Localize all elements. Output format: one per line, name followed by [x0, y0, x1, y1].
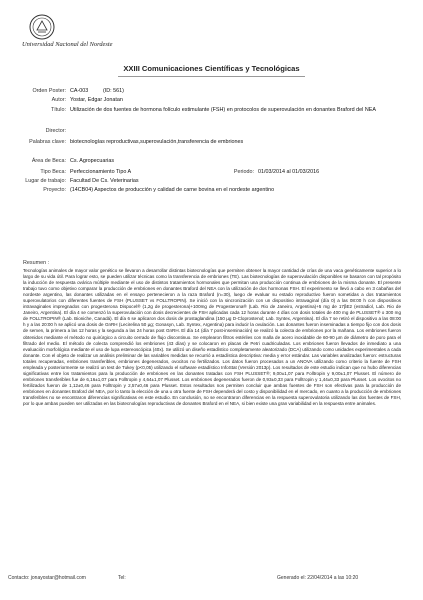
periodo-value: 01/03/2014 al 01/03/2016 [258, 169, 320, 175]
titulo-label: Título: [51, 107, 66, 113]
tipo-beca-label: Tipo Beca: [40, 169, 66, 175]
area-beca-label: Área de Beca: [31, 158, 66, 164]
resumen-text: Tecnologías animales de mayor valor genético se llevaron a desarrollar distintas biotecnologías que permiten obtener la mayor cantidad de crías de una vaca genéticamente superior a lo largo de su vida útil. Para lograr esto, se pueden utilizar técnicas como la transferencia de embriones (TE). Las biotecnologías de superovulación disponibles se basaron con tal propósito la inducción de respuesta ovárica múltiple mediante el uso de distintos tratamientos hormonales que permitan una producción continua de embriones de la misma donante. El presente trabajo tuvo como objetivo comparar la producción de embriones en donantes Braford del NEA con la utilización de dos hormonas FSH. El experimento se llevó a cabo en 3 cabañas del nordeste argentino, las donantes utilizadas en el ensayo pertenecieron a la raza Braford (n=30), luego de evaluar su estado reproductivo fueron sometidas a dos tratamientos superovulatorios con diferentes fuentes de FSH (PLUSSET vs FOLLTROPIN). Se inició con la sincronización con un dispositivo intravaginal (día 0) a las 08:00 h con dispositivos intravaginales impregnados con progesterona Dispocel® (1,2g de progesterona)+100mg de Progesterona® (Lab. Rio de Janeiro, Argentina)+5 mg de 17βE2 (estradiol, Lab. Rio de Janeiro, Argentina). El día 4 se comenzó la superovulación con dosis decrecientes de FSH aplicadas cada 12 horas durante 4 días con dosis totales de 400 mg de PLUSSET® o 300 mg de FOLLTROPIN® (Lab. Bioniche, Canadá). El día 6 se aplicaron dos dosis de prostaglandina (150 µg D-Cloprostenol; Lab. Syntex, Argentina). El día 7 se retiró el dispositivo a las 08:00 h y a las 20:00 h se aplicó una dosis de GnRH (Lecirelina 50 µg; Gonasyn, Lab. Syntex, Argentina) para inducir la ovulación. Las donantes fueron inseminadas a tiempo fijo con dos dosis de semen, la primera a las 12 horas y la segunda a las 24 horas post GnRH. El día 14 (día 7 post-inseminación) se realizó la colecta de embriones por la mañana. Los embriones fueron obtenidos mediante el método no quirúrgico a circuito cerrado de flujo discontinuo. Se emplearon filtros estériles con malla de acero inoxidable de 60-90 µm de diámetro de poro para el filtrado del medio. El método de colecta comprendió los embriones (43 días) y se colocaron en placas de Petri cuadriculadas. Los embriones fueron llevados de inmediato a una evaluación morfológica mediante el uso de lupa estereoscópica (40x). Se utilizó un diseño estadístico completamente aleatorizado (DCA) utilizando como unidades experimentales a cada donante. Con el objeto de realizar un análisis preliminar de las variables medidas se recurrió a estadística descriptiva: media y error estándar. Las variables analizadas fueron: estructuras totales recuperadas, embriones transferibles, embriones degenerados, ovocitos no fertilizados. Los datos fueron procesados a un ANOVA utilizando como criterio la fuente de FSH empleada y posteriormente se realizó un test de Tukey (p<0,05) utilizando el software estadístico InfoStat (Versión 2013p). Los resultados de este estudio indican que no hubo diferencias significativas entre los tratamientos para la producción de embriones en las donantes tratadas con FSH PLUSSET®; 9,00±1,07 para Folltropin y 9,00±1,07 Plusset. El número de embriones transferibles fue de 6,16±1,07 para Folltropin y 4,64±1,07 Plusset. Los embriones degenerados fueron de 0,93±0,33 para Folltropin y 1,44±0,33 para Plusset. Los ovocitos no fertilizados fueron de 1,12±0,46 para Folltropin y 2,57±0,46 para Plusset. Estos resultados nos permiten concluir que ambas fuentes de FSH son efectivas para la producción de embriones en donantes Braford del NEA, por lo tanto la elección de una u otra fuente de FSH dependerá del costo y disponibilidad en el mercado, en cuanto a la producción de embriones transferibles no se encontraron diferencias significativas en este estudio. En conclusión, no se encontraron diferencias en la respuesta superovulatoria utilizando las dos fuentes de FSH, por lo que ambas pueden ser utilizadas en las biotecnologías reproductivas de donantes Braford en el NEA, si bien existe una gran variabilidad en la respuesta entre animales. [23, 268, 401, 407]
palabras-clave-value: biotecnologías reproductivas,superovulación,transferencia de embriones [70, 139, 244, 145]
orden-poster-value: CA-003 [70, 88, 89, 94]
lugar-trabajo-label: Lugar de trabajo: [25, 178, 66, 184]
proyecto-value: (14CB04) Aspectos de producción y calidad de carne bovina en el nordeste argentino [70, 187, 275, 193]
tipo-beca-value: Perfeccionamiento Tipo A [70, 169, 132, 175]
autor-label: Autor: [51, 97, 66, 103]
institution-name: Universidad Nacional del Nordeste [22, 41, 113, 48]
poster-id: (ID: 561) [103, 88, 124, 94]
generated-timestamp: Generado el: 22/04/2014 a las 10:20 [277, 575, 359, 581]
periodo-label: Periodo: [233, 169, 254, 175]
proyecto-label: Proyecto: [43, 187, 66, 193]
university-seal-icon [28, 13, 56, 41]
tel-label: Tel: [118, 575, 126, 581]
palabras-clave-label: Palabras clave: [29, 139, 66, 145]
orden-poster-label: Orden Poster: [32, 88, 66, 94]
page-title: XXIII Comunicaciones Científicas y Tecnológicas [123, 64, 300, 73]
titulo-value: Utilización de dos fuentes de hormona folículo estimulante (FSH) en protocolos de superovulación en donantes Braford del NEA [70, 107, 376, 113]
contact-email: Contacto: jonayostar@hotmail.com [8, 575, 86, 581]
area-beca-value: Cs. Agropecuarias [70, 158, 115, 164]
lugar-trabajo-value: Facultad De Cs. Veterinarias [70, 178, 139, 184]
autor-value: Yostar, Edgar Jonatan [70, 97, 123, 103]
title-divider [118, 76, 305, 77]
resumen-label: Resumen : [23, 260, 50, 266]
director-label: Director: [45, 128, 66, 134]
